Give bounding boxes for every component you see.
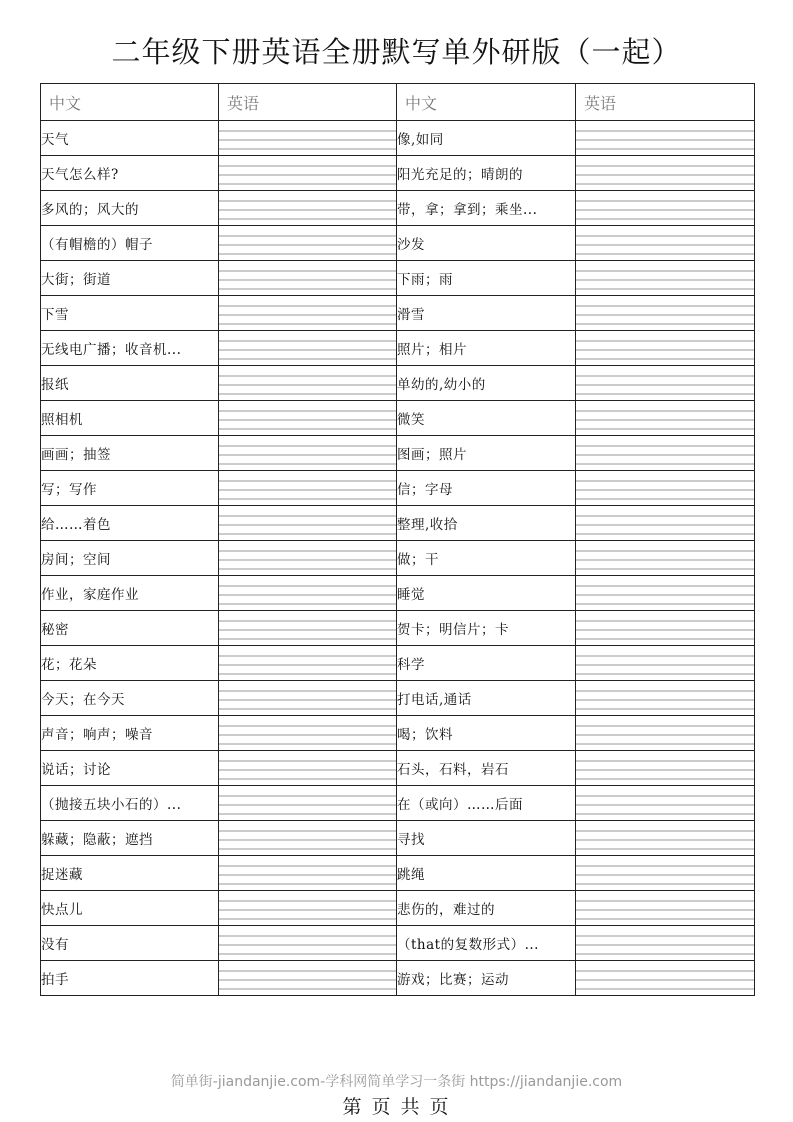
- chinese-term-left: 拍手: [41, 961, 219, 996]
- english-answer-field-left[interactable]: [219, 751, 397, 786]
- table-row: [41, 541, 755, 576]
- chinese-term-right: 贺卡；明信片；卡: [397, 611, 576, 646]
- footer-source: 简单街-jiandanjie.com-学科网简单学习一条街 https://jiandanjie.com: [170, 1074, 623, 1090]
- english-answer-field-right[interactable]: [576, 576, 755, 611]
- chinese-term-left: 下雪: [41, 296, 219, 331]
- english-answer-field-right[interactable]: [576, 611, 755, 646]
- chinese-term-right: 图画；照片: [397, 436, 576, 471]
- chinese-term-right: 整理,收拾: [397, 506, 576, 541]
- chinese-term-left: 画画；抽签: [41, 436, 219, 471]
- chinese-term-left: 照相机: [41, 401, 219, 436]
- page-title: 二年级下册英语全册默写单外研版（一起）: [111, 35, 682, 69]
- english-answer-field-left[interactable]: [219, 261, 397, 296]
- table-row: [41, 296, 755, 331]
- table-row: [41, 716, 755, 751]
- table-row: [41, 681, 755, 716]
- chinese-term-right: 跳绳: [397, 856, 576, 891]
- english-answer-field-right[interactable]: [576, 891, 755, 926]
- table-row: [41, 576, 755, 611]
- table-row: [41, 506, 755, 541]
- chinese-term-left: （抛接五块小石的）...: [41, 786, 219, 821]
- english-answer-field-right[interactable]: [576, 366, 755, 401]
- table-row: [41, 611, 755, 646]
- chinese-term-right: 在（或向）……后面: [397, 786, 576, 821]
- chinese-term-right: 照片；相片: [397, 331, 576, 366]
- english-answer-field-left[interactable]: [219, 541, 397, 576]
- chinese-term-left: 快点儿: [41, 891, 219, 926]
- english-answer-field-left[interactable]: [219, 156, 397, 191]
- chinese-term-right: 悲伤的，难过的: [397, 891, 576, 926]
- chinese-term-right: 打电话,通话: [397, 681, 576, 716]
- english-answer-field-right[interactable]: [576, 401, 755, 436]
- chinese-term-left: 无线电广播；收音机...: [41, 331, 219, 366]
- table-row: [41, 856, 755, 891]
- chinese-term-right: 喝；饮料: [397, 716, 576, 751]
- english-answer-field-right[interactable]: [576, 226, 755, 261]
- english-answer-field-right[interactable]: [576, 296, 755, 331]
- english-answer-field-left[interactable]: [219, 646, 397, 681]
- chinese-term-right: （that的复数形式）...: [397, 926, 576, 961]
- english-answer-field-left[interactable]: [219, 961, 397, 996]
- english-answer-field-left[interactable]: [219, 401, 397, 436]
- english-answer-field-left[interactable]: [219, 226, 397, 261]
- chinese-term-right: 睡觉: [397, 576, 576, 611]
- english-answer-field-left[interactable]: [219, 121, 397, 156]
- english-answer-field-right[interactable]: [576, 121, 755, 156]
- chinese-term-left: 花；花朵: [41, 646, 219, 681]
- chinese-term-right: 寻找: [397, 821, 576, 856]
- chinese-term-right: 沙发: [397, 226, 576, 261]
- chinese-term-left: 天气: [41, 121, 219, 156]
- chinese-term-left: 天气怎么样?: [41, 156, 219, 191]
- english-answer-field-left[interactable]: [219, 471, 397, 506]
- chinese-term-right: 信；字母: [397, 471, 576, 506]
- table-row: [41, 401, 755, 436]
- header-english-left: 英语: [219, 84, 397, 121]
- chinese-term-left: 声音；响声；噪音: [41, 716, 219, 751]
- chinese-term-left: 写；写作: [41, 471, 219, 506]
- english-answer-field-right[interactable]: [576, 471, 755, 506]
- english-answer-field-left[interactable]: [219, 821, 397, 856]
- english-answer-field-right[interactable]: [576, 191, 755, 226]
- english-answer-field-right[interactable]: [576, 436, 755, 471]
- chinese-term-left: 房间；空间: [41, 541, 219, 576]
- english-answer-field-right[interactable]: [576, 681, 755, 716]
- chinese-term-right: 阳光充足的；晴朗的: [397, 156, 576, 191]
- english-answer-field-left[interactable]: [219, 296, 397, 331]
- english-answer-field-left[interactable]: [219, 681, 397, 716]
- chinese-term-left: 捉迷藏: [41, 856, 219, 891]
- chinese-term-left: 说话；讨论: [41, 751, 219, 786]
- chinese-term-right: 做；干: [397, 541, 576, 576]
- table-row: [41, 261, 755, 296]
- english-answer-field-right[interactable]: [576, 926, 755, 961]
- table-row: [41, 926, 755, 961]
- english-answer-field-right[interactable]: [576, 506, 755, 541]
- table-row: [41, 751, 755, 786]
- english-answer-field-right[interactable]: [576, 786, 755, 821]
- english-answer-field-left[interactable]: [219, 436, 397, 471]
- header-chinese-left: 中文: [41, 84, 219, 121]
- table-row: [41, 226, 755, 261]
- english-answer-field-right[interactable]: [576, 716, 755, 751]
- chinese-term-right: 游戏；比赛；运动: [397, 961, 576, 996]
- table-row: [41, 821, 755, 856]
- table-row: [41, 121, 755, 156]
- chinese-term-right: 带，拿；拿到；乘坐...: [397, 191, 576, 226]
- english-answer-field-right[interactable]: [576, 646, 755, 681]
- chinese-term-right: 微笑: [397, 401, 576, 436]
- chinese-term-left: 报纸: [41, 366, 219, 401]
- table-row: [41, 471, 755, 506]
- english-answer-field-left[interactable]: [219, 366, 397, 401]
- chinese-term-left: 躲藏；隐蔽；遮挡: [41, 821, 219, 856]
- english-answer-field-left[interactable]: [219, 191, 397, 226]
- vocabulary-table: [40, 83, 755, 996]
- english-answer-field-left[interactable]: [219, 331, 397, 366]
- chinese-term-left: 大街；街道: [41, 261, 219, 296]
- chinese-term-left: 给……着色: [41, 506, 219, 541]
- table-row: [41, 331, 755, 366]
- english-answer-field-left[interactable]: [219, 576, 397, 611]
- english-answer-field-right[interactable]: [576, 751, 755, 786]
- english-answer-field-left[interactable]: [219, 891, 397, 926]
- english-answer-field-left[interactable]: [219, 611, 397, 646]
- english-answer-field-left[interactable]: [219, 926, 397, 961]
- table-row: [41, 156, 755, 191]
- english-answer-field-right[interactable]: [576, 156, 755, 191]
- chinese-term-right: 滑雪: [397, 296, 576, 331]
- table-row: [41, 191, 755, 226]
- table-header-row: [41, 84, 755, 121]
- chinese-term-left: （有帽檐的）帽子: [41, 226, 219, 261]
- vocabulary-rows: [41, 121, 755, 996]
- chinese-term-right: 石头，石料，岩石: [397, 751, 576, 786]
- table-row: [41, 436, 755, 471]
- table-row: [41, 891, 755, 926]
- table-row: [41, 961, 755, 996]
- chinese-term-right: 科学: [397, 646, 576, 681]
- english-answer-field-right[interactable]: [576, 541, 755, 576]
- english-answer-field-left[interactable]: [219, 856, 397, 891]
- header-chinese-right: 中文: [397, 84, 576, 121]
- table-row: [41, 366, 755, 401]
- chinese-term-left: 今天；在今天: [41, 681, 219, 716]
- english-answer-field-right[interactable]: [576, 856, 755, 891]
- chinese-term-right: 下雨；雨: [397, 261, 576, 296]
- table-row: [41, 646, 755, 681]
- page-number: 第 页 共 页: [342, 1096, 451, 1118]
- table-row: [41, 786, 755, 821]
- chinese-term-left: 没有: [41, 926, 219, 961]
- chinese-term-right: 像,如同: [397, 121, 576, 156]
- english-answer-field-left[interactable]: [219, 716, 397, 751]
- english-answer-field-right[interactable]: [576, 261, 755, 296]
- english-answer-field-left[interactable]: [219, 506, 397, 541]
- english-answer-field-right[interactable]: [576, 821, 755, 856]
- chinese-term-left: 作业，家庭作业: [41, 576, 219, 611]
- chinese-term-right: 单幼的,幼小的: [397, 366, 576, 401]
- english-answer-field-right[interactable]: [576, 961, 755, 996]
- english-answer-field-right[interactable]: [576, 331, 755, 366]
- header-english-right: 英语: [576, 84, 755, 121]
- chinese-term-left: 秘密: [41, 611, 219, 646]
- english-answer-field-left[interactable]: [219, 786, 397, 821]
- chinese-term-left: 多风的；风大的: [41, 191, 219, 226]
